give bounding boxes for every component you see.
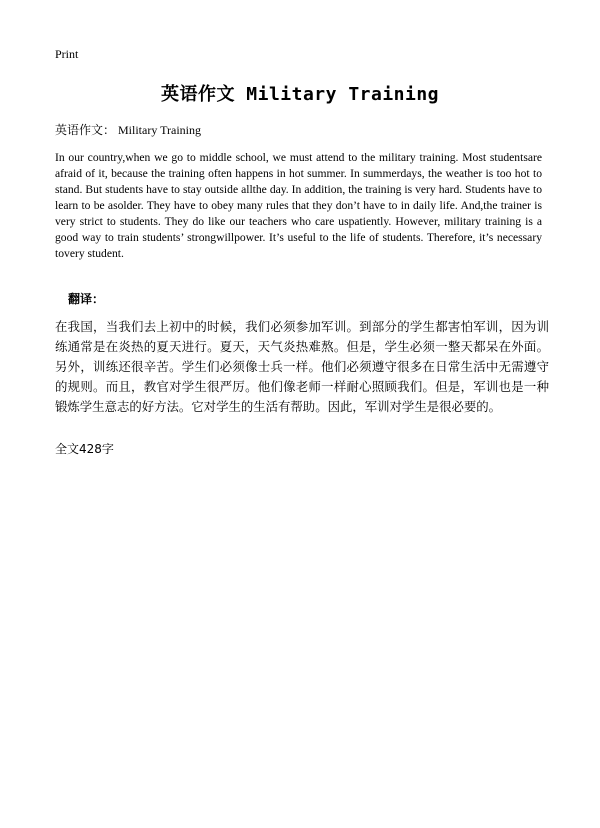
english-essay-text: In our country,when we go to middle school, we must attend to the military training. Most studentsare afraid of it, because the training often happens in hot summer. In summerdays, the weather is too hot to stand. But students have to stay outside allthe day. In addition, the training is very hard. Students have to learn to be asolder. They have to obey many rules that they don’t have to in daily life. And,the trainer is very strict to students. They do like our teachers who care uspatiently. However, military training is a good way to train students’ strongwillpower. It’s useful to the life of students. Therefore, it’s necessary tovery student.: [55, 151, 542, 260]
translation-heading: 翻译：: [68, 292, 105, 306]
page-title: 英语作文 Military Training: [160, 84, 440, 105]
essay-subtitle: 英语作文： Military Training: [55, 123, 202, 137]
chinese-translation-text: 在我国，当我们去上初中的时候，我们必须参加军训。到部分的学生都害怕军训，因为训练通常是在炎热的夏天进行。夏天，天气炎热难熬。但是，学生必须一整天都呆在外面。另外，训练还很辛苦。学生们必须像士兵一样。他们必须遵守很多在日常生活中无需遵守的规则。而且，教官对学生很严厉。他们像老师一样耐心照顾我们。但是，军训也是一种锻炼学生意志的好方法。它对学生的生活有帮助。因此，军训对学生是很必要的。: [55, 319, 549, 414]
print-label: Print: [55, 47, 79, 61]
word-count: 全文428字: [55, 442, 114, 456]
